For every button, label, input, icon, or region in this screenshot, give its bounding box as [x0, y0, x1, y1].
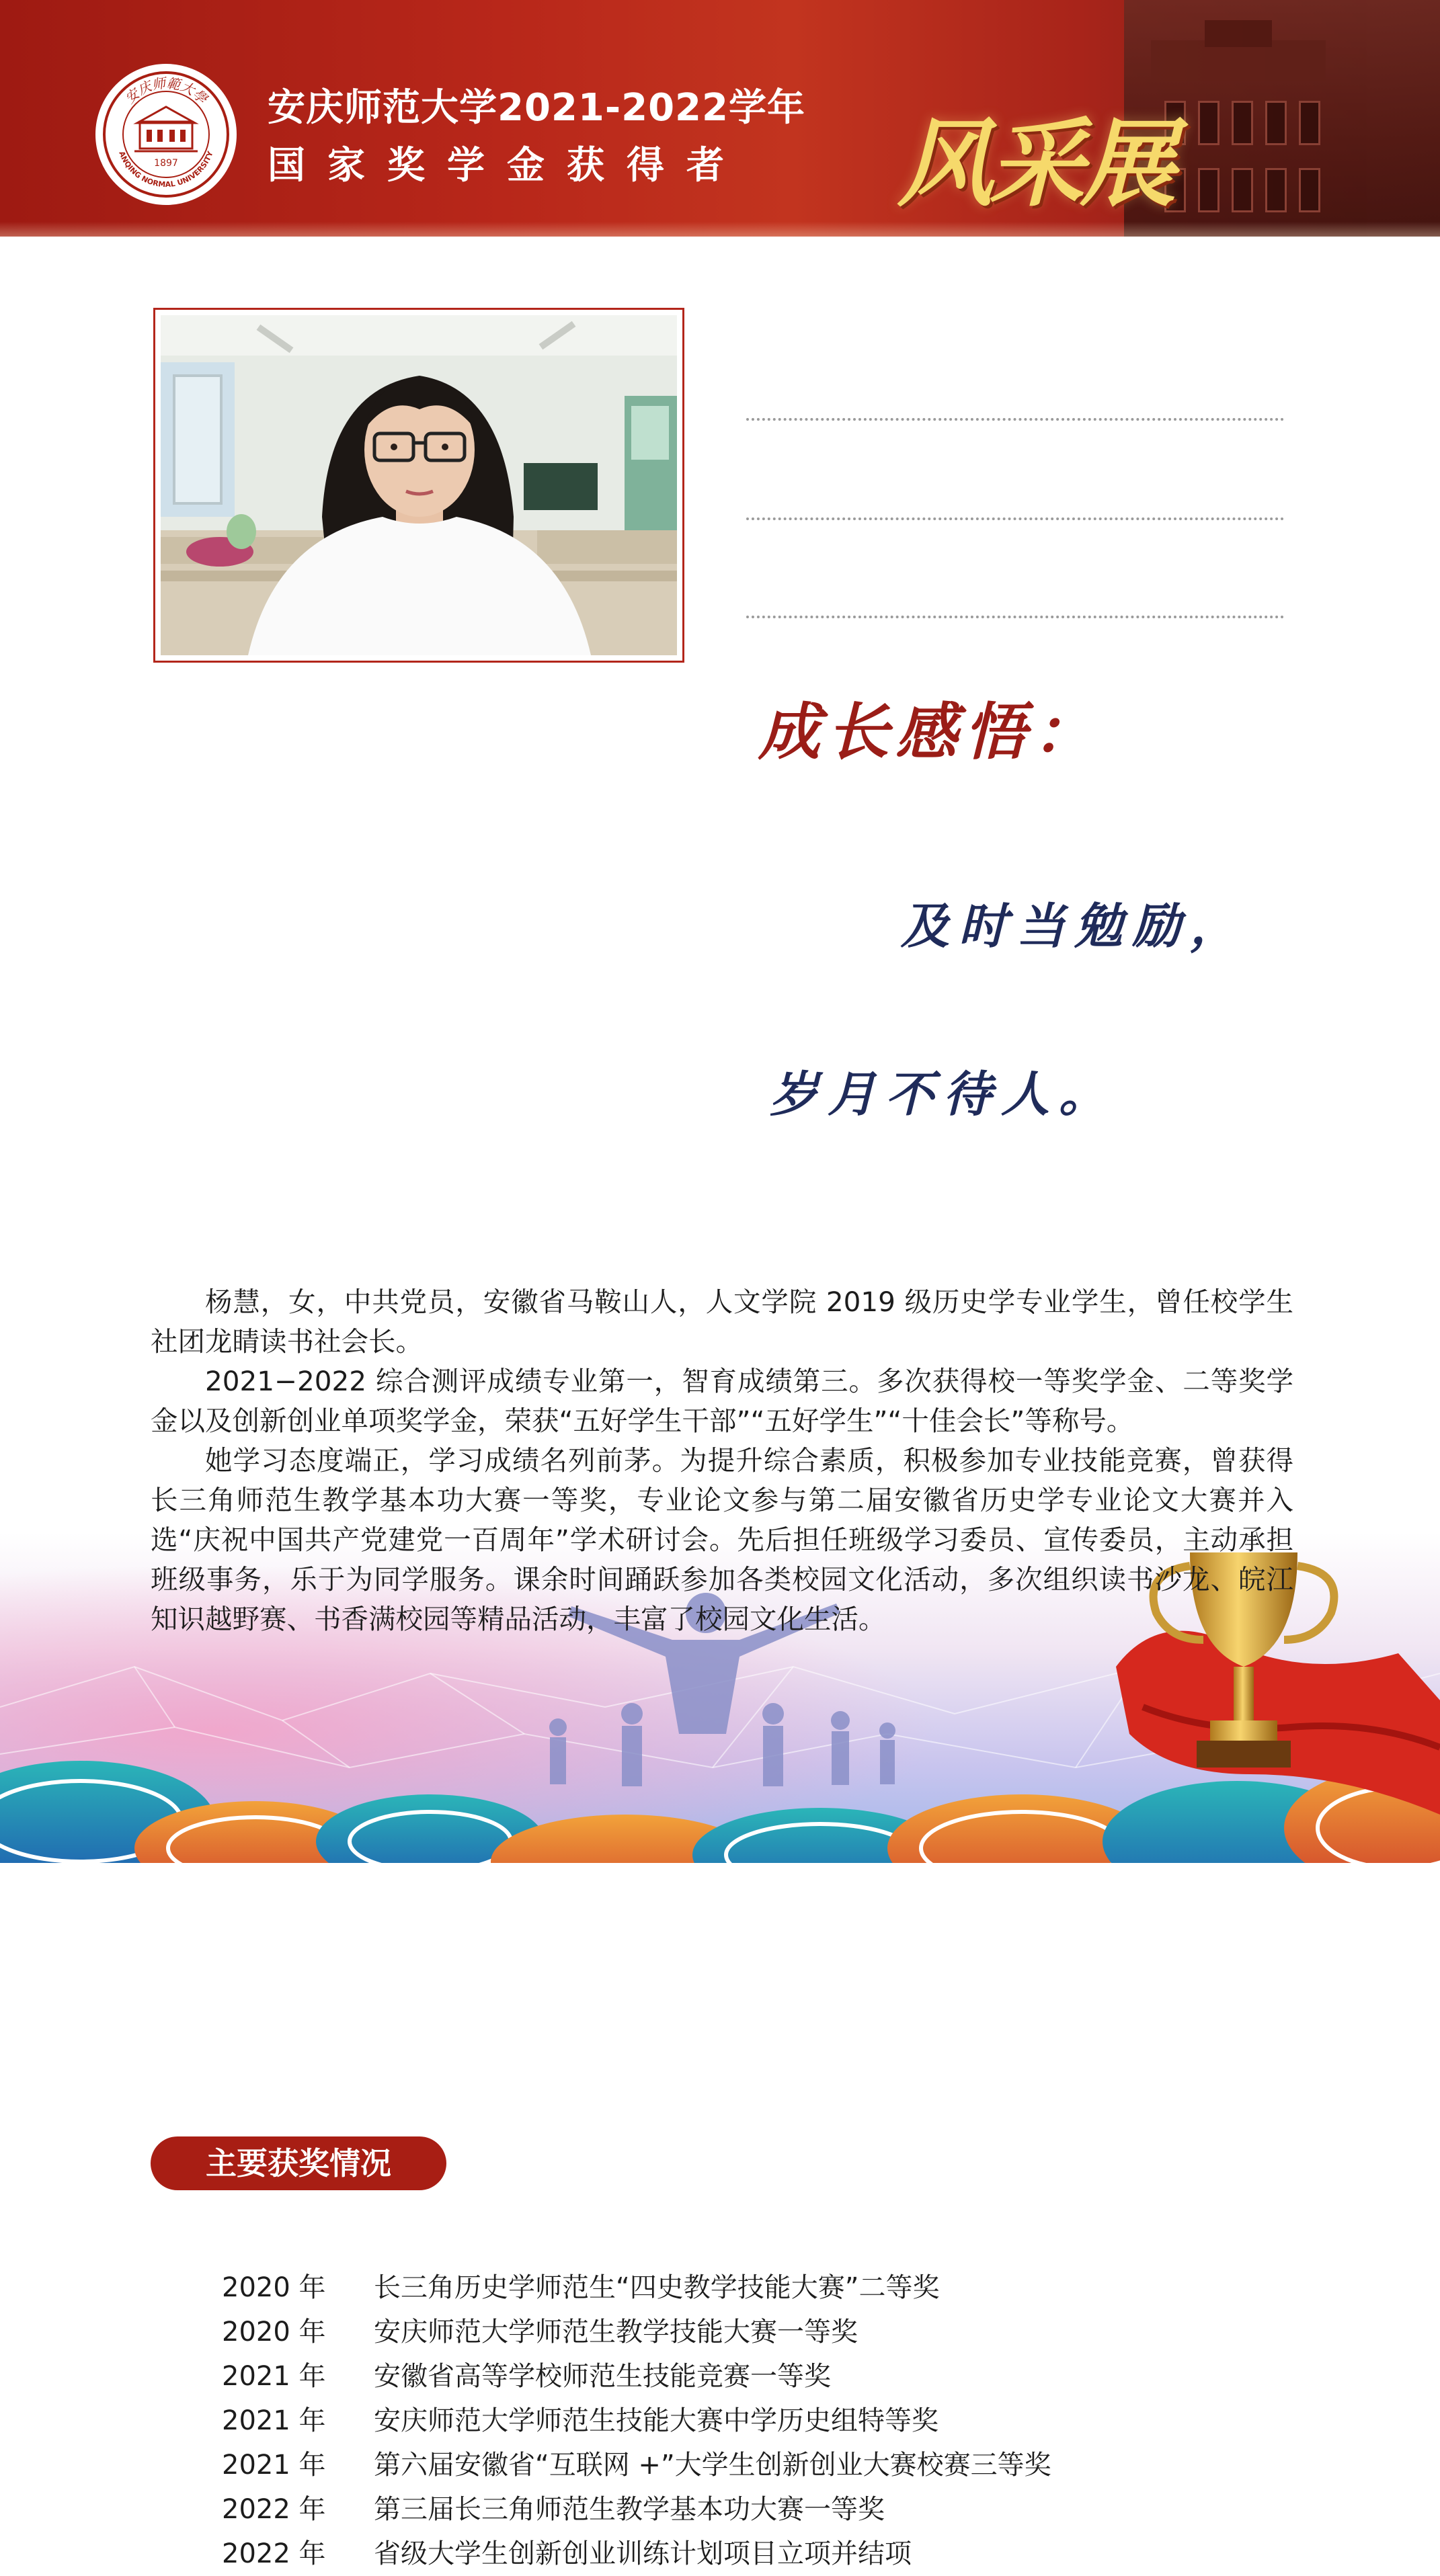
bio-paragraph: 2021−2022 综合测评成绩专业第一，智育成绩第三。多次获得校一等奖学金、二等奖学金以及创新创业单项奖学金，荣获“五好学生干部”“五好学生”“十佳会长”等称号。 [151, 1365, 1293, 1437]
header-title-line1: 安庆师范大学2021-2022学年 [268, 86, 805, 130]
award-year: 2021 年 [222, 2450, 326, 2481]
motto-divider [746, 616, 1284, 618]
award-year: 2021 年 [222, 2361, 326, 2392]
motto-divider [746, 517, 1284, 520]
biography [151, 1282, 1293, 1639]
award-item [222, 2532, 1230, 2576]
header-title-calligraphy: 风采展 [897, 108, 1172, 220]
award-title: 安庆师范大学师范生教学技能大赛一等奖 [374, 2317, 858, 2348]
award-title: 省级大学生创新创业训练计划项目立项并结项 [374, 2538, 912, 2569]
award-item [222, 2354, 1230, 2399]
award-item [222, 2487, 1230, 2532]
logo-text-bottom: ANQING NORMAL UNIVERSITY [117, 150, 215, 190]
logo-year: 1897 [154, 158, 178, 169]
awards-list [222, 2266, 1230, 2576]
motto-divider [746, 418, 1284, 421]
logo-text-top: 安庆师範大學 [122, 75, 210, 107]
award-title: 第六届安徽省“互联网 +”大学生创新创业大赛校赛三等奖 [374, 2450, 1051, 2481]
university-logo [95, 64, 237, 205]
motto-line2: 岁月不待人。 [770, 1065, 1117, 1122]
portrait-photo [161, 315, 677, 655]
award-title: 安庆师范大学师范生技能大赛中学历史组特等奖 [374, 2405, 938, 2436]
header-title-line2: 国家奖学金获得者 [268, 144, 746, 188]
award-year: 2022 年 [222, 2494, 326, 2525]
portrait-photo-frame [153, 308, 684, 663]
award-title: 第三届长三角师范生教学基本功大赛一等奖 [374, 2494, 885, 2525]
award-year: 2021 年 [222, 2405, 326, 2436]
svg-text:ANQING NORMAL UNIVERSITY [117, 149, 215, 189]
award-year: 2020 年 [222, 2317, 326, 2348]
award-year: 2022 年 [222, 2538, 326, 2569]
award-item [222, 2399, 1230, 2443]
award-item [222, 2310, 1230, 2354]
award-year: 2020 年 [222, 2272, 326, 2303]
header-banner [0, 0, 1440, 237]
award-title: 长三角历史学师范生“四史教学技能大赛”二等奖 [374, 2272, 940, 2303]
award-item [222, 2266, 1230, 2310]
header-title [268, 79, 805, 195]
award-title: 安徽省高等学校师范生技能竞赛一等奖 [374, 2361, 831, 2392]
awards-heading: 主要获奖情况 [151, 2136, 446, 2190]
bio-paragraph: 杨慧，女，中共党员，安徽省马鞍山人，人文学院 2019 级历史学专业学生，曾任校学生社团龙睛读书社会长。 [151, 1286, 1293, 1358]
motto-line1: 及时当勉励， [901, 897, 1248, 954]
award-item [222, 2443, 1230, 2487]
bio-paragraph: 她学习态度端正，学习成绩名列前茅。为提升综合素质，积极参加专业技能竞赛，曾获得长三角师范生教学基本功大赛一等奖，专业论文参与第二届安徽省历史学专业论文大赛并入选“庆祝中国共产党建党一百周年”学术研讨会。先后担任班级学习委员、宣传委员，主动承担班级事务，乐于为同学服务。课余时间踊跃参加各类校园文化活动，多次组织读书沙龙、皖江知识越野赛、书香满校园等精品活动，丰富了校园文化生活。 [151, 1444, 1293, 1635]
motto-title: 成长感悟： [758, 696, 1102, 768]
